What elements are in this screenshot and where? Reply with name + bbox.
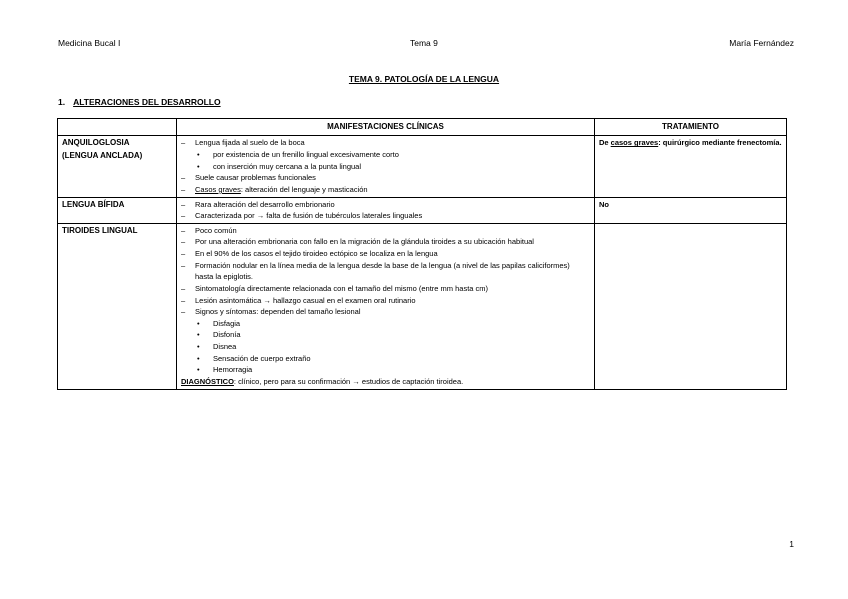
manifestation-body: Disnea: [213, 342, 237, 352]
manifestation-text: [195, 184, 368, 196]
manifestations-cell: [177, 136, 595, 197]
manifestation-line: [181, 283, 590, 295]
manifestations-cell: [177, 197, 595, 223]
manifestation-body: Poco común: [195, 225, 237, 235]
manifestation-text: [213, 318, 240, 330]
header-cell-manifestations: MANIFESTACIONES CLÍNICAS: [177, 119, 595, 136]
manifestation-body: Rara alteración del desarrollo embrionario: [195, 199, 335, 209]
dash-marker: –: [181, 283, 186, 293]
condition-name-line: (LENGUA ANCLADA): [62, 150, 143, 160]
manifestation-text: [195, 283, 488, 295]
manifestation-line: [181, 199, 590, 211]
treatment-u: casos graves: [610, 138, 659, 148]
manifestation-body: con inserción muy cercana a la punta lingual: [213, 161, 362, 171]
manifestation-body: Signos y síntomas: dependen del tamaño lesional: [195, 307, 361, 317]
table-header-row: [58, 119, 787, 136]
manifestation-line: [181, 329, 590, 341]
bullet-icon: •: [197, 365, 200, 375]
dash-marker: –: [181, 225, 186, 235]
section-heading: [58, 97, 221, 107]
manifestation-text: [213, 161, 361, 173]
manifestation-line: [181, 210, 590, 222]
manifestation-text: [213, 149, 399, 161]
dash-marker: –: [181, 307, 186, 317]
underlined-term: Casos graves: [195, 184, 241, 194]
manifestation-line: [181, 161, 590, 173]
manifestation-line: [181, 364, 590, 376]
bullet-icon: •: [197, 161, 200, 171]
condition-name-line: TIROIDES LINGUAL: [62, 225, 138, 235]
manifestation-text: [195, 199, 335, 211]
diagnosis-line: [181, 376, 590, 388]
manifestation-text: [195, 260, 590, 283]
page-title: TEMA 9. PATOLOGÍA DE LA LENGUA: [348, 74, 500, 84]
manifestation-body: Disfonía: [213, 330, 241, 340]
manifestation-line: [181, 306, 590, 318]
dash-marker: –: [181, 260, 186, 270]
header-cell-name: [58, 119, 177, 136]
manifestation-text: [213, 341, 236, 353]
manifestation-text: [195, 172, 316, 184]
treatment-cell: [595, 223, 787, 389]
manifestation-text: [195, 306, 361, 318]
table-body: [58, 136, 787, 389]
manifestation-body: Por una alteración embrionaria con fallo en la migración de la glándula tiroides a su ubicación habitual: [195, 237, 534, 247]
bullet-icon: •: [197, 342, 200, 352]
bullet-icon: •: [197, 150, 200, 160]
manifestation-body: Caracterizada por → falta de fusión de tubérculos laterales linguales: [195, 211, 423, 221]
manifestations-cell: [177, 223, 595, 389]
pathology-table: [57, 118, 787, 390]
manifestation-line: [181, 318, 590, 330]
manifestation-text: [195, 295, 416, 307]
diagnosis-text: : clínico, pero para su confirmación → estudios de captación tiroidea.: [233, 376, 464, 386]
manifestation-text: [195, 137, 305, 149]
manifestation-body: por existencia de un frenillo lingual excesivamente corto: [213, 150, 399, 160]
manifestation-line: [181, 184, 590, 196]
manifestation-line: [181, 248, 590, 260]
diagnosis-label: DIAGNÓSTICO: [181, 376, 234, 386]
bullet-icon: •: [197, 353, 200, 363]
dash-marker: –: [181, 138, 186, 148]
manifestation-line: [181, 260, 590, 283]
treatment-post: : quirúrgico mediante frenectomía.: [658, 138, 782, 148]
dash-marker: –: [181, 184, 186, 194]
manifestation-text: [195, 236, 534, 248]
dash-marker: –: [181, 173, 186, 183]
dash-marker: –: [181, 295, 186, 305]
treatment-cell: [595, 136, 787, 197]
manifestation-body: Suele causar problemas funcionales: [195, 173, 316, 183]
manifestation-text: [213, 364, 252, 376]
page-number: 1: [789, 539, 794, 549]
manifestation-body: Disfagia: [213, 318, 241, 328]
table-row: [58, 197, 787, 223]
manifestation-line: [181, 149, 590, 161]
manifestation-body: Formación nodular en la línea media de la lengua desde la base de la lengua (a nivel de las papilas caliciformes) hasta la epiglotis.: [195, 260, 570, 282]
header-cell-treatment: TRATAMIENTO: [595, 119, 787, 136]
manifestation-body: Sintomatología directamente relacionada con el tamaño del mismo (entre mm hasta cm): [195, 283, 489, 293]
manifestation-line: [181, 225, 590, 237]
manifestation-text: [213, 353, 311, 365]
condition-name: [58, 136, 177, 197]
manifestation-line: [181, 353, 590, 365]
manifestation-text: [195, 210, 422, 222]
manifestation-body: Hemorragia: [213, 365, 253, 375]
header-left: Medicina Bucal I: [58, 38, 121, 48]
bullet-icon: •: [197, 330, 200, 340]
manifestation-body: Lesión asintomática → hallazgo casual en el examen oral rutinario: [195, 295, 416, 305]
condition-name: [58, 197, 177, 223]
manifestation-line: [181, 137, 590, 149]
condition-name-line: ANQUILOGLOSIA: [62, 138, 130, 148]
table-row: [58, 136, 787, 197]
manifestation-body: Sensación de cuerpo extraño: [213, 353, 311, 363]
manifestation-line: [181, 341, 590, 353]
dash-marker: –: [181, 249, 186, 259]
table-row: [58, 223, 787, 389]
manifestation-body: : alteración del lenguaje y masticación: [240, 184, 368, 194]
manifestation-text: [195, 225, 237, 237]
header-center: Tema 9: [410, 38, 438, 48]
manifestation-line: [181, 172, 590, 184]
manifestation-line: [181, 236, 590, 248]
manifestation-line: [181, 295, 590, 307]
dash-marker: –: [181, 199, 186, 209]
condition-name: [58, 223, 177, 389]
treatment-cell: [595, 197, 787, 223]
dash-marker: –: [181, 237, 186, 247]
header-right: María Fernández: [729, 38, 794, 48]
section-label: ALTERACIONES DEL DESARROLLO: [73, 97, 221, 107]
manifestation-text: [213, 329, 241, 341]
manifestation-text: [195, 248, 438, 260]
condition-name-line: LENGUA BÍFIDA: [62, 199, 125, 209]
section-number: 1.: [58, 97, 66, 107]
manifestation-body: Lengua fijada al suelo de la boca: [195, 138, 305, 148]
treatment-pre: De: [599, 138, 611, 148]
manifestation-body: En el 90% de los casos el tejido tiroideo ectópico se localiza en la lengua: [195, 249, 438, 259]
dash-marker: –: [181, 211, 186, 221]
bullet-icon: •: [197, 318, 200, 328]
treatment-pre: No: [599, 199, 609, 209]
